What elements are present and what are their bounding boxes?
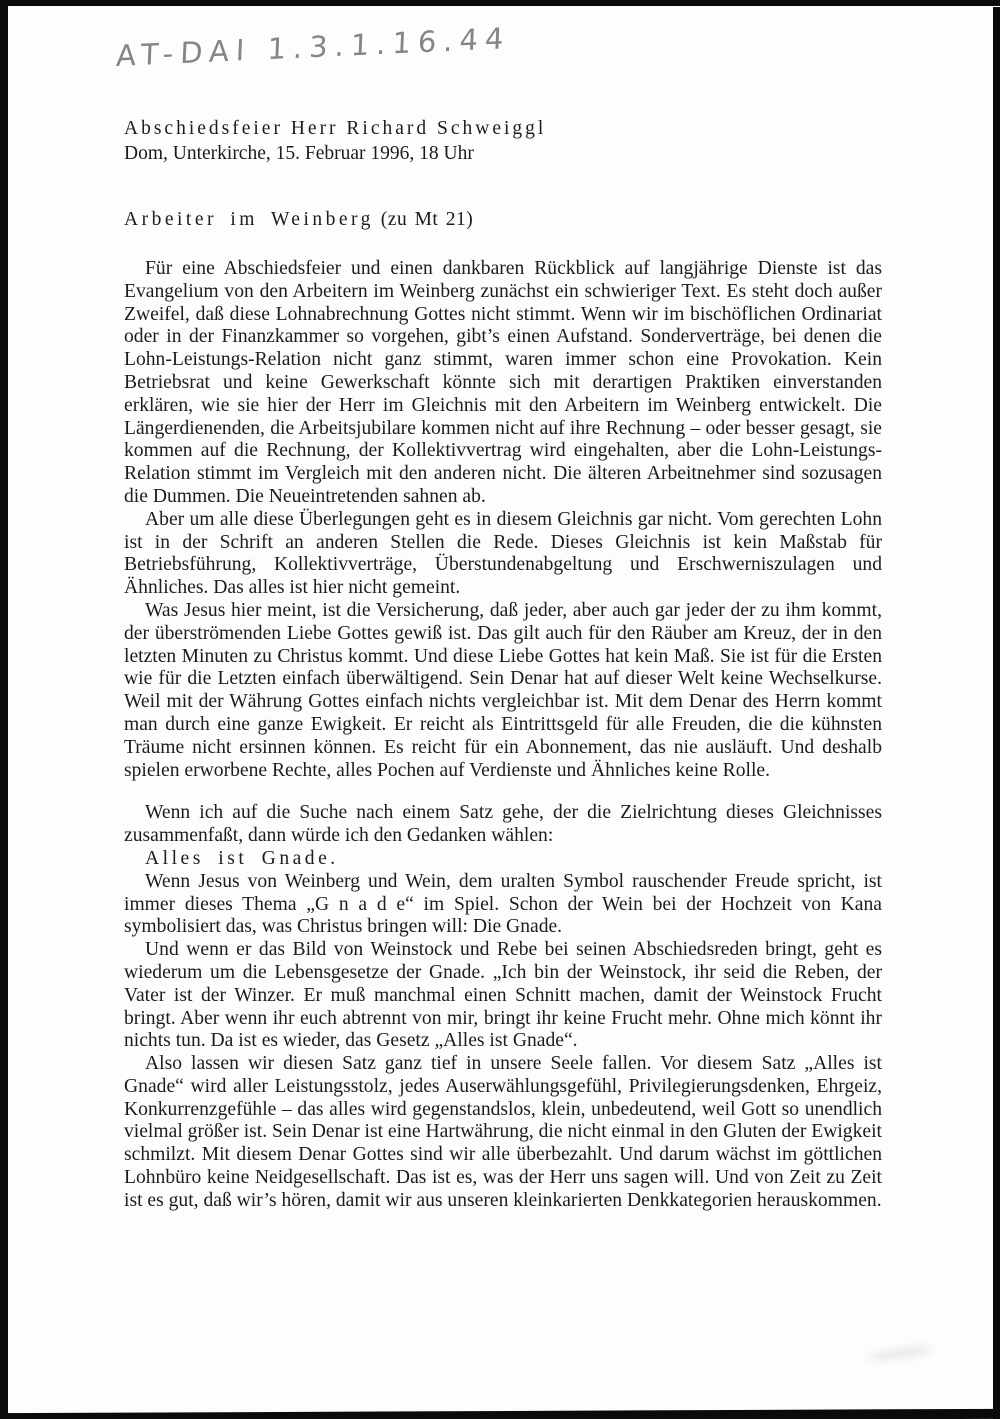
document-dateline: Dom, Unterkirche, 15. Februar 1996, 18 Uhr [124, 143, 474, 164]
paragraph: Alles ist Gnade. [145, 847, 339, 869]
section-heading-bible-reference: (zu Mt 21) [380, 209, 474, 230]
section-heading-text: Arbeiter im Weinberg [124, 209, 374, 230]
paragraph: Aber um alle diese Überlegungen geht es in diesem Gleichnis gar nicht. Vom gerechten Lohn ist in der Schrift an anderen Stellen die Rede. Dieses Gleichnis ist kein Maßstab für Betriebsführung, Kollektivverträge, Überstundenabgeltung und Erschwerniszulagen und Ähnliches. Das alles ist hier nicht gemeint. [124, 508, 882, 599]
paragraph: Wenn ich auf die Suche nach einem Satz gehe, der die Zielrichtung dieses Gleichnisses zusammenfaßt, dann würde ich den Gedanken wählen: [124, 802, 882, 847]
handwritten-archive-reference: AT-DAI 1.3.1.16.44 [115, 21, 512, 73]
section-heading [124, 207, 882, 232]
document-title: Abschiedsfeier Herr Richard Schweiggl [124, 118, 547, 139]
paragraph: Und wenn er das Bild von Weinstock und Rebe bei seinen Abschiedsreden bringt, geht es wiederum um die Lebensgesetze der Gnade. „Ich bin der Weinstock, ihr seid die Reben, der Vater ist der Winzer. Er muß manchmal einen Schnitt machen, damit der Weinstock Frucht bringt. Aber wenn ihr euch abtrennt von mir, bringt ihr keine Frucht mehr. Ohne mich könnt ihr nichts tun. Da ist es wieder, das Gesetz „Alles ist Gnade“. [124, 939, 882, 1052]
scan-edge-bottom [0, 1409, 1000, 1419]
paragraph: Wenn Jesus von Weinberg und Wein, dem uralten Symbol rauschender Freude spricht, ist immer dieses Thema „G n a d e“ im Spiel. Schon der Wein bei der Hochzeit von Kana symbolisiert das, was Christus bringen will: Die Gnade. [124, 870, 882, 938]
paragraph: Also lassen wir diesen Satz ganz tief in unsere Seele fallen. Vor diesem Satz „Alles ist Gnade“ wird aller Leistungsstolz, jedes Auserwählungsgefühl, Privilegierungsdenken, Ehrgeiz, Konkurrenzgefühle – das alles wird gegenstandslos, klein, unbedeutend, weil Gott so unendlich vielmal größer ist. Sein Denar ist eine Hartwährung, die nicht einmal in den Gluten der Ewigkeit schmilzt. Mit diesem Denar Gottes sind wir alle überbezahlt. Und darum wächst im göttlichen Lohnbüro keine Neidgesellschaft. Das ist es, was der Herr uns sagen will. Und von Zeit zu Zeit ist es gut, daß wir’s hören, damit wir aus unseren kleinkarierten Denkkategorien herauskommen. [124, 1053, 882, 1211]
document-body [124, 258, 882, 1213]
scan-smudge [868, 1345, 933, 1362]
paragraph: Was Jesus hier meint, ist die Versicherung, daß jeder, aber auch gar jeder der zu ihm kommt, der überströmenden Liebe Gottes gewiß ist. Das gilt auch für den Räuber am Kreuz, der in den letzten Minuten zu Christus kommt. Und diese Liebe Gottes hat kein Maß. Sie ist für die Ersten wie für die Letzten einfach überwältigend. Sein Denar hat auf dieser Welt keine Wechselkurse. Weil mit der Währung Gottes einfach nichts vergleichbar ist. Mit dem Denar des Herrn kommt man durch eine ganze Ewigkeit. Er reicht als Eintrittsgeld für alle Freuden, die die kühnsten Träume nicht ersinnen können. Es reicht für ein Abonnement, das nie ausläuft. Und deshalb spielen erworbene Rechte, alles Pochen auf Verdienste und Ähnliches keine Rolle. [124, 599, 882, 781]
paragraph: Für eine Abschiedsfeier und einen dankbaren Rückblick auf langjährige Dienste ist das Evangelium von den Arbeitern im Weinberg zunächst ein schwieriger Text. Es steht doch außer Zweifel, daß diese Lohnabrechnung Gottes nicht stimmt. Wenn wir im bischöflichen Ordinariat oder in der Finanzkammer so vorgehen, gibt’s einen Aufstand. Sonderverträge, bei denen die Lohn-Leistungs-Relation nicht ganz stimmt, waren immer schon eine Provokation. Kein Betriebsrat und keine Gewerkschaft könnte sich mit derartigen Praktiken einverstanden erklären, wie sie hier der Herr im Gleichnis mit den Arbeitern im Weinberg entwickelt. Die Längerdienenden, die Arbeitsjubilare kommen nicht auf ihre Rechnung – oder besser gesagt, sie kommen auf die Rechnung, der Kollektivvertrag wird eingehalten, aber die Lohn-Leistungs-Relation stimmt im Vergleich mit den anderen nicht. Die älteren Arbeitnehmer sind sozusagen die Dummen. Die Neueintretenden sahnen ab. [124, 258, 882, 507]
scan-edge-left [0, 0, 8, 1419]
scan-edge-top [0, 0, 1000, 6]
document-content [124, 116, 882, 1213]
scan-edge-right [993, 7, 1000, 1419]
